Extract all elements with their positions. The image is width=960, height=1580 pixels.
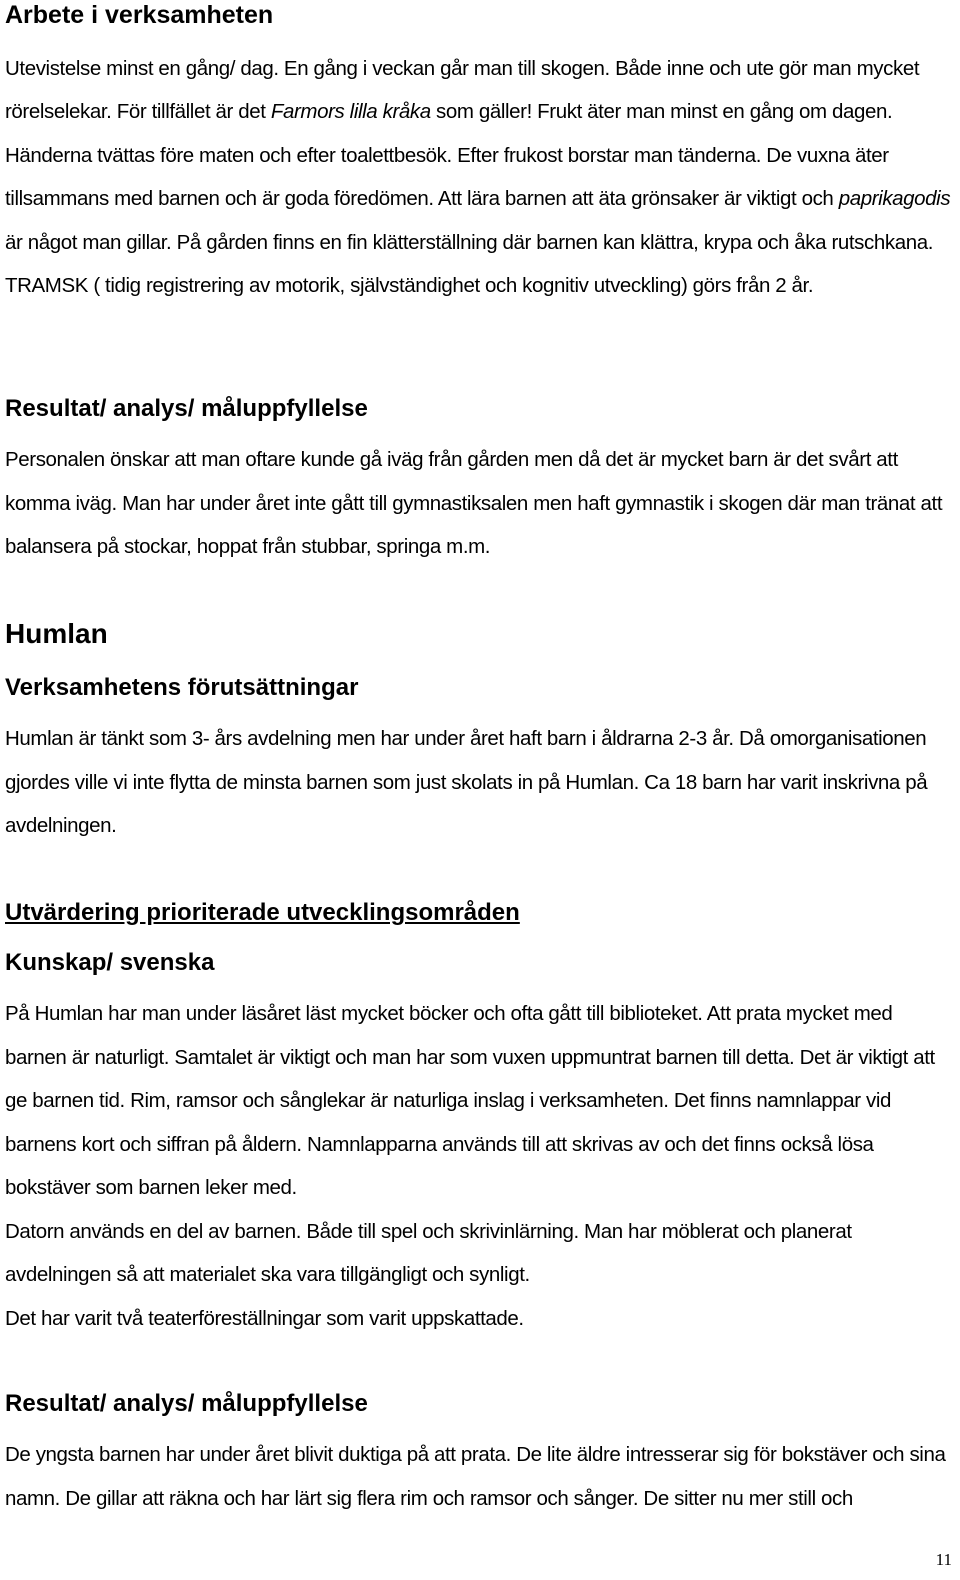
heading-resultat-1: Resultat/ analys/ måluppfyllelse xyxy=(5,395,368,422)
paragraph-kunskap-1: På Humlan har man under läsåret läst mycket böcker och ofta gått till biblioteket. Att prata mycket med barnen är naturligt. Samtalet är viktigt och man har som vuxen uppmuntrat barnen till detta. Det är viktigt att ge barnen tid. Rim, ramsor och sånglekar är naturliga inslag i verksamheten. Det finns namnlappar vid barnens kort och siffran på åldern. Namnlapparna används till att skrivas av och det finns också lösa bokstäver som barnen leker med. xyxy=(5,1002,935,1199)
heading-humlan: Humlan xyxy=(5,618,108,649)
paragraph-kunskap-2: Datorn används en del av barnen. Både till spel och skrivinlärning. Man har möblerat och planerat avdelningen så att materialet ska vara tillgängligt och synligt. xyxy=(5,1219,852,1286)
paragraph-resultat-2: De yngsta barnen har under året blivit duktiga på att prata. De lite äldre intresserar sig för bokstäver och sina namn. De gillar att räkna och har lärt sig flera rim och ramsor och sånger. De sitter nu mer still och xyxy=(5,1443,946,1510)
heading-arbete: Arbete i verksamheten xyxy=(5,1,274,29)
paragraph-arbete-text-c: är något man gillar. På gården finns en fin klätterställning där barnen kan klättra, krypa och åka rutschkana. TRAMSK ( tidig registrering av motorik, självständighet och kognitiv utveckling) görs från 2 år. xyxy=(5,230,934,298)
paragraph-arbete-text-b: som gäller! Frukt äter man minst en gång om dagen. Händerna tvättas före maten och efter toalettbesök. Efter frukost borstar man tänderna. De vuxna äter tillsammans med barnen och är goda föredömen. Att lära barnen att äta grönsaker är viktigt och xyxy=(5,100,893,211)
paragraph-arbete-text-a: Utevistelse minst en gång/ dag. En gång i veckan går man till skogen. Både inne och ute gör man mycket rörelselekar. För tillfället är det xyxy=(5,57,920,124)
heading-resultat-2: Resultat/ analys/ måluppfyllelse xyxy=(5,1390,368,1417)
heading-utvardering: Utvärdering prioriterade utvecklingsområden xyxy=(5,899,520,926)
section-resultat-2 xyxy=(5,1389,957,1520)
heading-forutsattningar: Verksamhetens förutsättningar xyxy=(5,674,359,701)
paragraph-arbete-italic-1: Farmors lilla kråka xyxy=(270,100,431,124)
page-number: 11 xyxy=(935,1550,952,1569)
heading-kunskap-svenska: Kunskap/ svenska xyxy=(5,949,215,976)
section-humlan xyxy=(5,617,957,848)
paragraph-arbete xyxy=(5,47,957,307)
paragraph-arbete-italic-2: paprikagodis xyxy=(838,187,951,211)
section-arbete xyxy=(5,0,957,307)
section-utvardering xyxy=(5,898,957,1340)
section-resultat-1 xyxy=(5,394,957,569)
paragraph-forutsattningar: Humlan är tänkt som 3- års avdelning men har under året haft barn i åldrarna 2-3 år. Då omorganisationen gjordes ville vi inte flytta de minsta barnen som just skolats in på Humlan. Ca 18 barn har varit inskrivna på avdelningen. xyxy=(5,727,928,837)
paragraph-resultat-1: Personalen önskar att man oftare kunde gå iväg från gården men då det är mycket barn är det svårt att komma iväg. Man har under året inte gått till gymnastiksalen men haft gymnastik i skogen där man tränat att balansera på stockar, hoppat från stubbar, springa m.m. xyxy=(5,448,943,558)
paragraph-kunskap-3: Det har varit två teaterföreställningar som varit uppskattade. xyxy=(5,1306,524,1330)
